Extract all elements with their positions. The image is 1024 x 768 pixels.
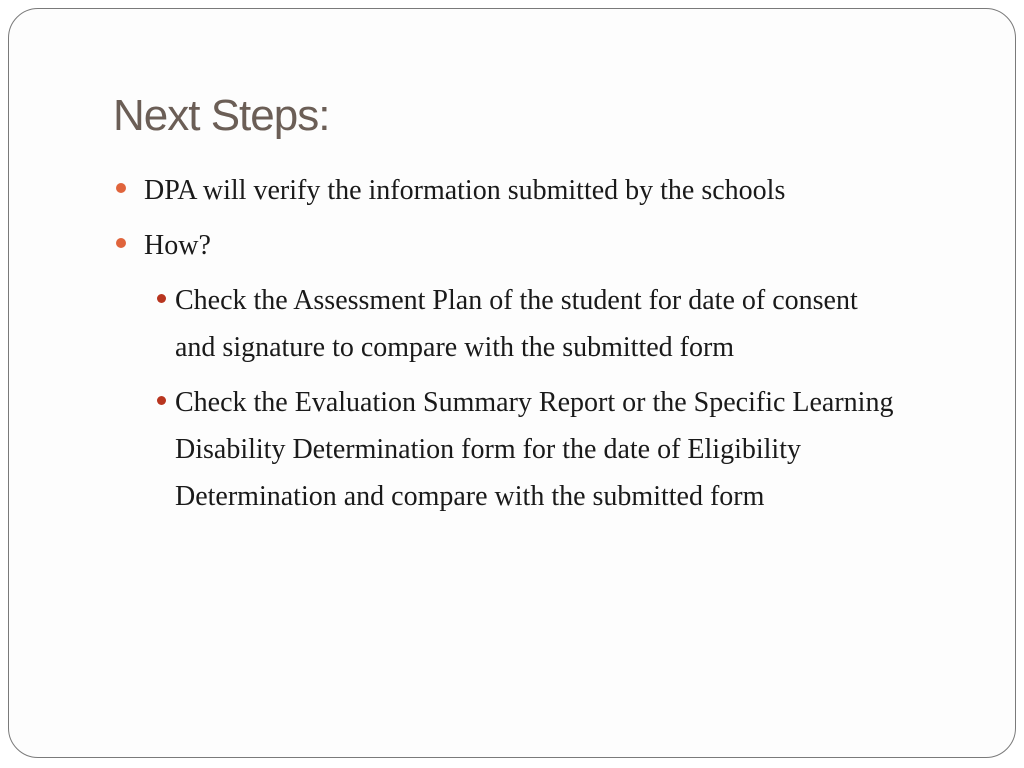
- sub-bullet-item: [155, 379, 895, 520]
- sub-bullet-text: Check the Evaluation Summary Report or the Specific Learning Disability Determination form for the date of Eligibility Determination and compare with the submitted form: [175, 387, 894, 512]
- bullet-dot-icon: [116, 238, 126, 248]
- bullet-item: [113, 222, 884, 269]
- bullet-dot-icon: [116, 183, 126, 193]
- sub-bullet-item: [155, 277, 895, 371]
- slide-title: Next Steps:: [113, 91, 330, 140]
- bullet-item: [113, 167, 884, 214]
- bullet-text: How?: [144, 230, 211, 261]
- bullet-list: [113, 167, 913, 528]
- sub-bullet-dot-icon: [157, 294, 166, 303]
- bullet-text: DPA will verify the information submitted by the schools: [144, 175, 786, 206]
- sub-bullet-dot-icon: [157, 396, 166, 405]
- sub-bullet-text: Check the Assessment Plan of the student for date of consent and signature to compare with the submitted form: [175, 285, 858, 363]
